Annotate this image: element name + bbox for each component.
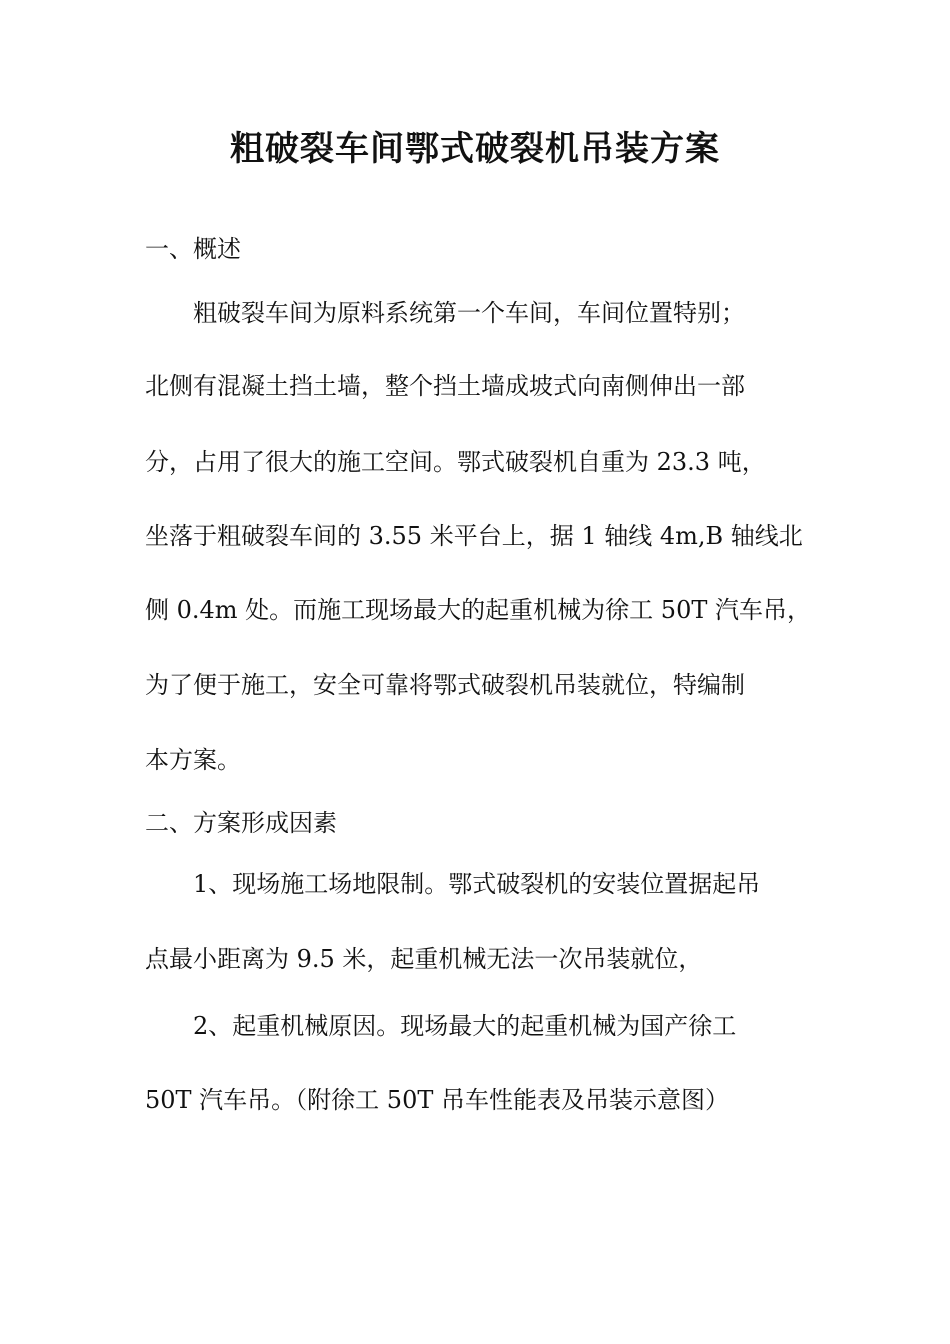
paragraph-line: 粗破裂车间为原料系统第一个车间，车间位置特别； xyxy=(193,299,745,327)
list-item-line: 1、现场施工场地限制。鄂式破裂机的安装位置据起吊 xyxy=(193,870,761,898)
document-title: 粗破裂车间鄂式破裂机吊装方案 xyxy=(230,129,720,169)
paragraph-line: 本方案。 xyxy=(145,746,241,774)
paragraph-line: 侧 0.4m 处。而施工现场最大的起重机械为徐工 50T 汽车吊， xyxy=(145,596,811,624)
section-heading-factors: 二、方案形成因素 xyxy=(145,809,337,837)
paragraph-line: 北侧有混凝土挡土墙，整个挡土墙成坡式向南侧伸出一部 xyxy=(145,372,745,400)
list-item-line: 点最小距离为 9.5 米，起重机械无法一次吊装就位， xyxy=(145,945,703,973)
paragraph-line: 分，占用了很大的施工空间。鄂式破裂机自重为 23.3 吨， xyxy=(145,448,766,476)
list-item-line: 50T 汽车吊。（附徐工 50T 吊车性能表及吊装示意图） xyxy=(145,1086,729,1114)
list-item-line: 2、起重机械原因。现场最大的起重机械为国产徐工 xyxy=(193,1012,737,1040)
paragraph-line: 坐落于粗破裂车间的 3.55 米平台上，据 1 轴线 4m,B 轴线北 xyxy=(145,522,803,550)
paragraph-line: 为了便于施工，安全可靠将鄂式破裂机吊装就位，特编制 xyxy=(145,671,745,699)
section-heading-overview: 一、概述 xyxy=(145,235,241,263)
